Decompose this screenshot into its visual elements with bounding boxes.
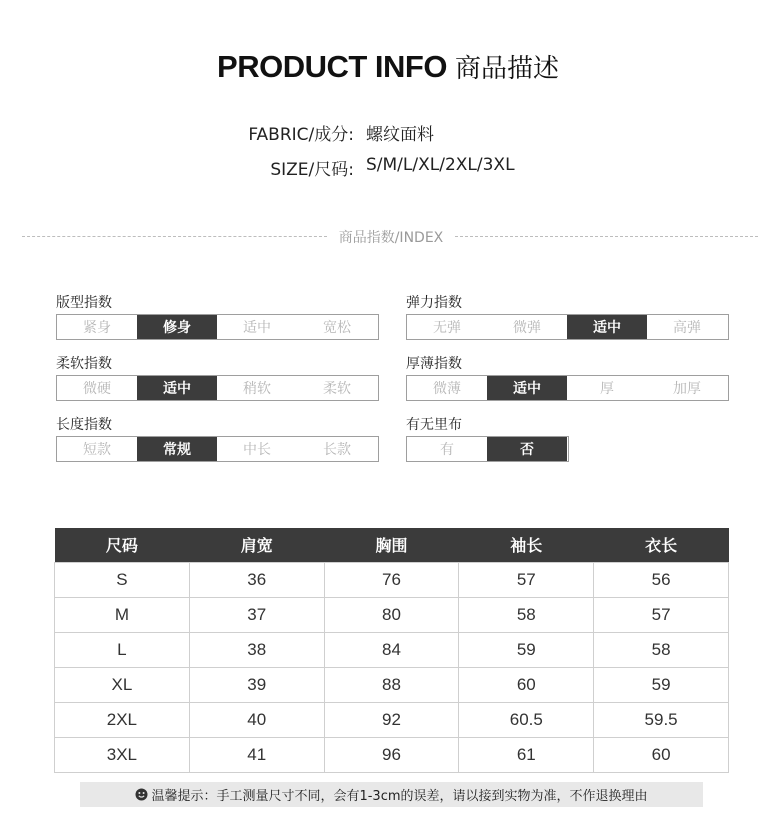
- length-index-scale: [56, 436, 379, 462]
- table-cell: 38: [189, 632, 324, 667]
- lining-index-scale: [406, 436, 569, 462]
- title-chinese: 商品描述: [454, 54, 559, 84]
- fabric-value: 螺纹面料: [366, 125, 434, 145]
- smile-icon: [135, 788, 148, 801]
- table-cell: 92: [324, 702, 459, 737]
- table-cell: 57: [594, 597, 729, 632]
- size-table-body: [55, 562, 729, 772]
- table-cell: 56: [594, 562, 729, 597]
- length-index-label: 长度指数: [56, 417, 112, 433]
- length-option-1: 常规: [137, 437, 217, 461]
- softness-index-label: 柔软指数: [56, 356, 112, 372]
- header-chest: 胸围: [324, 528, 459, 562]
- table-cell: 60: [459, 667, 594, 702]
- fit-index-label: 版型指数: [56, 295, 112, 311]
- fit-option-0: 紧身: [83, 320, 111, 336]
- stretch-option-0: 无弹: [433, 320, 461, 336]
- stretch-index-scale: [406, 314, 729, 340]
- softness-option-3: 柔软: [323, 381, 351, 397]
- table-cell: 76: [324, 562, 459, 597]
- table-row: [55, 562, 729, 597]
- softness-index-scale: [56, 375, 379, 401]
- table-cell: 60.5: [459, 702, 594, 737]
- divider-right: [455, 236, 758, 237]
- softness-option-0: 微硬: [83, 381, 111, 397]
- divider-left: [22, 236, 327, 237]
- table-cell: 58: [594, 632, 729, 667]
- table-cell: S: [55, 562, 190, 597]
- stretch-option-2: 适中: [567, 315, 647, 339]
- table-cell: 59.5: [594, 702, 729, 737]
- stretch-option-1: 微弹: [513, 320, 541, 336]
- table-cell: 58: [459, 597, 594, 632]
- table-row: [55, 667, 729, 702]
- fit-option-3: 宽松: [323, 320, 351, 336]
- fit-index-scale: [56, 314, 379, 340]
- page-title: [0, 48, 776, 85]
- size-label: SIZE/尺码:: [270, 160, 354, 180]
- table-cell: 36: [189, 562, 324, 597]
- thickness-option-1: 适中: [487, 376, 567, 400]
- table-cell: 37: [189, 597, 324, 632]
- length-option-0: 短款: [83, 442, 111, 458]
- table-cell: 84: [324, 632, 459, 667]
- table-cell: 41: [189, 737, 324, 772]
- table-row: [55, 632, 729, 667]
- table-cell: 2XL: [55, 702, 190, 737]
- table-cell: 57: [459, 562, 594, 597]
- lining-option-0: 有: [440, 442, 454, 458]
- index-section-title: 商品指数/INDEX: [338, 230, 444, 246]
- lining-option-1: 否: [487, 437, 567, 461]
- title-english: PRODUCT INFO: [217, 49, 447, 84]
- header-length: 衣长: [594, 528, 729, 562]
- table-row: [55, 737, 729, 772]
- softness-option-1: 适中: [137, 376, 217, 400]
- table-cell: 96: [324, 737, 459, 772]
- measurement-note: [80, 782, 703, 807]
- table-cell: 40: [189, 702, 324, 737]
- lining-index-label: 有无里布: [406, 417, 462, 433]
- table-cell: 60: [594, 737, 729, 772]
- thickness-option-3: 加厚: [673, 381, 701, 397]
- length-option-3: 长款: [323, 442, 351, 458]
- size-value: S/M/L/XL/2XL/3XL: [366, 155, 515, 175]
- fit-option-1: 修身: [137, 315, 217, 339]
- header-size: 尺码: [55, 528, 190, 562]
- size-table: [54, 528, 729, 773]
- length-option-2: 中长: [243, 442, 271, 458]
- table-cell: 59: [594, 667, 729, 702]
- thickness-index-label: 厚薄指数: [406, 356, 462, 372]
- stretch-index-label: 弹力指数: [406, 295, 462, 311]
- table-cell: XL: [55, 667, 190, 702]
- table-cell: 39: [189, 667, 324, 702]
- stretch-option-3: 高弹: [673, 320, 701, 336]
- fit-option-2: 适中: [243, 320, 271, 336]
- table-cell: 59: [459, 632, 594, 667]
- table-cell: 3XL: [55, 737, 190, 772]
- thickness-option-0: 微薄: [433, 381, 461, 397]
- table-cell: M: [55, 597, 190, 632]
- table-cell: 61: [459, 737, 594, 772]
- header-shoulder: 肩宽: [189, 528, 324, 562]
- table-row: [55, 702, 729, 737]
- header-sleeve: 袖长: [459, 528, 594, 562]
- table-cell: L: [55, 632, 190, 667]
- table-row: [55, 597, 729, 632]
- thickness-option-2: 厚: [600, 381, 614, 397]
- note-text: 温馨提示：手工测量尺寸不同，会有1-3cm的误差，请以接到实物为准，不作退换理由: [151, 789, 648, 804]
- fabric-label: FABRIC/成分:: [248, 125, 354, 145]
- table-cell: 80: [324, 597, 459, 632]
- size-table-header-row: [55, 528, 729, 562]
- thickness-index-scale: [406, 375, 729, 401]
- table-cell: 88: [324, 667, 459, 702]
- softness-option-2: 稍软: [243, 381, 271, 397]
